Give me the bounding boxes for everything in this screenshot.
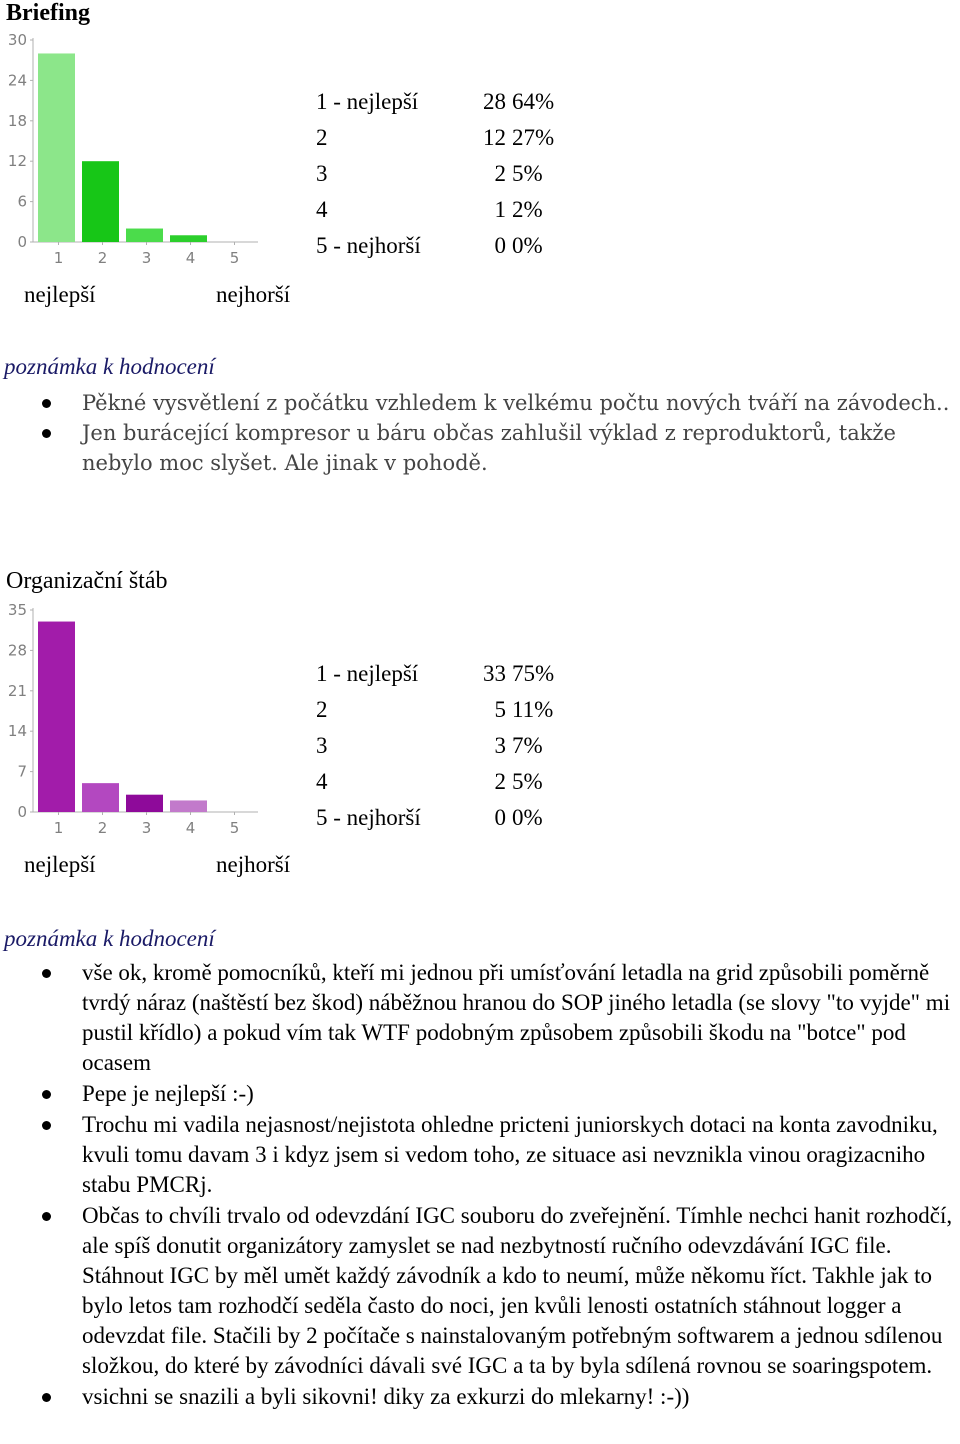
y-tick-label: 14 [7, 722, 27, 741]
stat-count: 12 [483, 125, 506, 150]
bar-4 [170, 800, 207, 812]
y-tick-label: 21 [7, 681, 27, 700]
section-title-briefing: Briefing [6, 0, 90, 26]
stat-percent: 64% [512, 89, 555, 114]
y-tick-label: 35 [7, 601, 27, 619]
worst-scale-label: nejhorší [216, 852, 291, 877]
section-title-org-staff: Organizační štáb [6, 568, 168, 594]
bar-1 [38, 622, 75, 812]
stat-percent: 5% [512, 161, 543, 186]
bar-2 [82, 161, 119, 242]
x-tick-label: 1 [53, 249, 64, 267]
bar-2 [82, 783, 119, 812]
briefing-bar-chart [0, 30, 270, 270]
x-tick-label: 1 [53, 819, 64, 837]
list-item: vše ok, kromě pomocníků, kteří mi jednou při umísťování letadla na grid způsobili poměrně tvrdý náraz (naštěstí bez škod) náběžnou hranou do SOP jiného letadla (se slovy "to vyjde" mi pustil křídlo) a pokud vím tak WTF podobným způsobem způsobili škodu na "botce" pod ocasem [0, 958, 960, 1078]
list-item: Trochu mi vadila nejasnost/nejistota ohledne pricteni juniorskych dotaci na konta zavodniku, kvuli tomu davam 3 i kdyz jsem si vedom toho, ze situace asi nevznikla vinou oragizacniho stabu PMCRj. [0, 1110, 960, 1200]
stat-row [316, 192, 554, 228]
stat-label: 4 [316, 197, 328, 222]
stat-label: 5 - nejhorší [316, 233, 421, 258]
bar-3 [126, 795, 163, 812]
stat-label: 3 [316, 733, 328, 758]
y-tick-label: 30 [7, 31, 27, 49]
list-item: vsichni se snazili a byli sikovni! diky za exkurzi do mlekarny! :-)) [0, 1382, 960, 1412]
stat-count: 33 [483, 661, 506, 686]
stat-label: 1 - nejlepší [316, 89, 419, 114]
x-tick-label: 2 [97, 249, 108, 267]
list-item: Pepe je nejlepší :-) [0, 1079, 960, 1109]
bar-3 [126, 229, 163, 242]
stat-percent: 2% [512, 197, 543, 222]
stat-count: 2 [494, 161, 506, 186]
stat-label: 4 [316, 769, 328, 794]
list-item: Jen burácející kompresor u báru občas zahlušil výklad z reproduktorů, takže nebylo moc slyšet. Ale jinak v pohodě. [0, 418, 950, 478]
org-staff-comments-list [0, 958, 960, 1413]
stat-label: 2 [316, 697, 328, 722]
stat-percent: 75% [512, 661, 555, 686]
stat-row [316, 120, 554, 156]
x-tick-label: 4 [185, 249, 196, 267]
y-tick-label: 18 [7, 111, 27, 130]
best-scale-label: nejlepší [24, 852, 96, 877]
stat-label: 5 - nejhorší [316, 805, 421, 830]
stat-row [316, 228, 554, 264]
stat-label: 3 [316, 161, 328, 186]
stat-row [316, 764, 554, 800]
stat-row [316, 800, 554, 836]
stat-row [316, 156, 554, 192]
bar-4 [170, 235, 207, 242]
x-tick-label: 2 [97, 819, 108, 837]
best-scale-label: nejlepší [24, 282, 96, 307]
stat-count: 1 [494, 197, 506, 222]
y-tick-label: 24 [7, 71, 27, 90]
stat-row [316, 728, 554, 764]
org-staff-stats-table [316, 656, 554, 836]
stat-label: 1 - nejlepší [316, 661, 419, 686]
y-tick-label: 7 [17, 762, 27, 781]
stat-percent: 5% [512, 769, 543, 794]
stat-row [316, 656, 554, 692]
x-tick-label: 4 [185, 819, 196, 837]
x-tick-label: 3 [141, 819, 152, 837]
briefing-comments-list [0, 388, 950, 478]
rating-note-label: poznámka k hodnocení [4, 354, 215, 379]
y-tick-label: 6 [17, 192, 27, 211]
stat-percent: 7% [512, 733, 543, 758]
stat-count: 0 [494, 233, 506, 258]
bar-1 [38, 53, 75, 242]
stat-row [316, 692, 554, 728]
y-tick-label: 0 [17, 233, 27, 251]
stat-percent: 0% [512, 805, 543, 830]
stat-count: 5 [494, 697, 506, 722]
stat-percent: 0% [512, 233, 543, 258]
y-tick-label: 12 [7, 152, 27, 171]
stat-count: 3 [494, 733, 506, 758]
y-tick-label: 28 [7, 641, 27, 660]
briefing-stats-table [316, 84, 554, 264]
stat-label: 2 [316, 125, 328, 150]
stat-count: 0 [494, 805, 506, 830]
worst-scale-label: nejhorší [216, 282, 291, 307]
list-item: Občas to chvíli trvalo od odevzdání IGC souboru do zveřejnění. Tímhle nechci hanit rozhodčí, ale spíš donutit organizátory zamyslet se nad nezbytností ručního odevzdávání IGC file. Stáhnout IGC by měl umět každý závodník a kdo to neumí, může někomu říct. Takhle jak to bylo letos tam rozhodčí seděla často do noci, jen kvůli lenosti ostatních stáhnout logger a odevzdat file. Stačili by 2 počítače s nainstalovaným potřebným softwarem a jednou sdílenou složkou, do které by závodníci dávali své IGC a ta by byla sdílená rovnou se soaringspotem. [0, 1201, 960, 1381]
stat-percent: 11% [512, 697, 554, 722]
stat-count: 28 [483, 89, 506, 114]
org-staff-bar-chart [0, 600, 270, 840]
y-tick-label: 0 [17, 803, 27, 821]
x-tick-label: 5 [229, 249, 240, 267]
stat-percent: 27% [512, 125, 555, 150]
stat-row [316, 84, 554, 120]
x-tick-label: 3 [141, 249, 152, 267]
rating-note-label: poznámka k hodnocení [4, 926, 215, 951]
x-tick-label: 5 [229, 819, 240, 837]
stat-count: 2 [494, 769, 506, 794]
list-item: Pěkné vysvětlení z počátku vzhledem k velkému počtu nových tváří na závodech.. [0, 388, 950, 418]
